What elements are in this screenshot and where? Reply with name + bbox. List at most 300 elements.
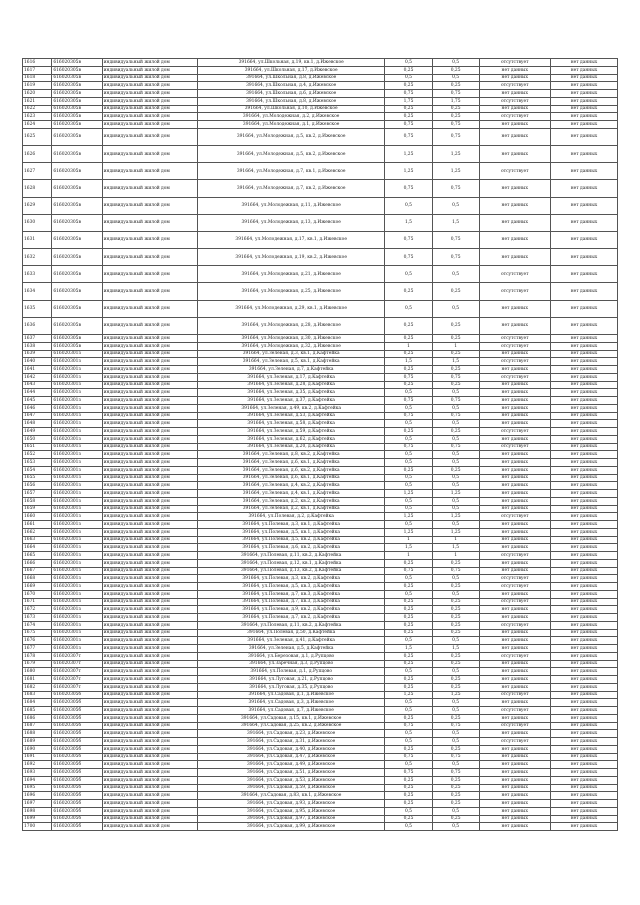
cell-row-number: 1633 bbox=[23, 266, 52, 283]
cell-area-living: 1,5 bbox=[432, 358, 479, 366]
cell-cadastral-code: 616020301з bbox=[52, 521, 102, 529]
cell-gas-supply: отсутствует bbox=[479, 358, 550, 366]
cell-row-number: 1667 bbox=[23, 567, 52, 575]
cell-gas-supply: нет данных bbox=[479, 730, 550, 738]
cell-cadastral-code: 616020305в bbox=[52, 97, 102, 105]
cell-area-total: 0,75 bbox=[385, 567, 432, 575]
cell-row-number: 1662 bbox=[23, 528, 52, 536]
cell-address: 391664, ул.Садовая, д.47, д.Ижевское bbox=[197, 753, 385, 761]
cell-gas-supply: нет данных bbox=[479, 606, 550, 614]
cell-row-number: 1649 bbox=[23, 428, 52, 436]
cell-cadastral-code: 616020305в bbox=[52, 214, 102, 231]
cell-building-type: индивидуальный жилой дом bbox=[102, 621, 197, 629]
cell-ownership-info: нет данных bbox=[550, 342, 617, 350]
cell-address: 391664, ул.Школьная, д.17, д.Ижевское bbox=[197, 66, 385, 74]
cell-building-type: индивидуальный жилой дом bbox=[102, 660, 197, 668]
cell-area-total: 0,5 bbox=[385, 435, 432, 443]
table-row bbox=[23, 358, 618, 366]
cell-ownership-info: нет данных bbox=[550, 266, 617, 283]
table-row bbox=[23, 598, 618, 606]
table-row bbox=[23, 637, 618, 645]
cell-row-number: 1643 bbox=[23, 381, 52, 389]
cell-row-number: 1684 bbox=[23, 699, 52, 707]
cell-cadastral-code: 616020301з bbox=[52, 559, 102, 567]
cell-ownership-info: нет данных bbox=[550, 428, 617, 436]
cell-area-living: 0,25 bbox=[432, 66, 479, 74]
cell-gas-supply: отсутствует bbox=[479, 583, 550, 591]
cell-gas-supply: нет данных bbox=[479, 128, 550, 145]
cell-ownership-info: нет данных bbox=[550, 82, 617, 90]
cell-row-number: 1622 bbox=[23, 105, 52, 113]
cell-area-living: 0,25 bbox=[432, 660, 479, 668]
cell-cadastral-code: 616020301з bbox=[52, 598, 102, 606]
table-row bbox=[23, 567, 618, 575]
cell-address: 391664, ул.Полевая, д.5, кв.2, д.Кафтейка bbox=[197, 536, 385, 544]
cell-ownership-info: нет данных bbox=[550, 404, 617, 412]
cell-row-number: 1629 bbox=[23, 197, 52, 214]
cell-cadastral-code: 616020301з bbox=[52, 606, 102, 614]
cell-row-number: 1642 bbox=[23, 373, 52, 381]
cell-area-total: 0,25 bbox=[385, 621, 432, 629]
cell-gas-supply: нет данных bbox=[479, 466, 550, 474]
cell-building-type: индивидуальный жилой дом bbox=[102, 317, 197, 334]
cell-building-type: индивидуальный жилой дом bbox=[102, 784, 197, 792]
cell-gas-supply: нет данных bbox=[479, 761, 550, 769]
cell-area-total: 0,5 bbox=[385, 807, 432, 815]
cell-ownership-info: нет данных bbox=[550, 420, 617, 428]
cell-gas-supply: отсутствует bbox=[479, 513, 550, 521]
cell-ownership-info: нет данных bbox=[550, 490, 617, 498]
cell-ownership-info: нет данных bbox=[550, 451, 617, 459]
cell-building-type: индивидуальный жилой дом bbox=[102, 505, 197, 513]
cell-address: 391664, ул.Полевая, д.11, кв.2, д.Кафтейка bbox=[197, 552, 385, 560]
cell-area-living: 0,75 bbox=[432, 722, 479, 730]
cell-area-living: 0,25 bbox=[432, 784, 479, 792]
cell-building-type: индивидуальный жилой дом bbox=[102, 637, 197, 645]
cell-ownership-info: нет данных bbox=[550, 300, 617, 317]
cell-area-total: 0,75 bbox=[385, 180, 432, 197]
cell-row-number: 1637 bbox=[23, 335, 52, 343]
cell-address: 391664, ул.Школьная, д.10, д.Ижевское bbox=[197, 105, 385, 113]
cell-building-type: индивидуальный жилой дом bbox=[102, 583, 197, 591]
table-row bbox=[23, 730, 618, 738]
cell-row-number: 1652 bbox=[23, 451, 52, 459]
cell-gas-supply: нет данных bbox=[479, 105, 550, 113]
table-row bbox=[23, 575, 618, 583]
cell-gas-supply: нет данных bbox=[479, 412, 550, 420]
cell-row-number: 1698 bbox=[23, 807, 52, 815]
cell-area-living: 1,25 bbox=[432, 490, 479, 498]
cell-area-total: 1,25 bbox=[385, 513, 432, 521]
cell-row-number: 1625 bbox=[23, 128, 52, 145]
cell-gas-supply: нет данных bbox=[479, 528, 550, 536]
cell-ownership-info: нет данных bbox=[550, 59, 617, 67]
cell-gas-supply: нет данных bbox=[479, 676, 550, 684]
cell-gas-supply: отсутствует bbox=[479, 707, 550, 715]
cell-ownership-info: нет данных bbox=[550, 567, 617, 575]
cell-row-number: 1672 bbox=[23, 606, 52, 614]
cell-area-living: 1,5 bbox=[432, 645, 479, 653]
cell-cadastral-code: 616020305б bbox=[52, 753, 102, 761]
cell-ownership-info: нет данных bbox=[550, 621, 617, 629]
cell-row-number: 1618 bbox=[23, 74, 52, 82]
cell-address: 391664, ул.Садовая, д.99, д.Ижевское bbox=[197, 823, 385, 831]
cell-cadastral-code: 616020305б bbox=[52, 745, 102, 753]
cell-area-total: 0,25 bbox=[385, 776, 432, 784]
table-row bbox=[23, 792, 618, 800]
cell-row-number: 1690 bbox=[23, 745, 52, 753]
cell-building-type: индивидуальный жилой дом bbox=[102, 90, 197, 98]
cell-gas-supply: нет данных bbox=[479, 792, 550, 800]
cell-building-type: индивидуальный жилой дом bbox=[102, 366, 197, 374]
cell-area-total: 0,25 bbox=[385, 815, 432, 823]
cell-row-number: 1616 bbox=[23, 59, 52, 67]
cell-row-number: 1656 bbox=[23, 482, 52, 490]
cell-cadastral-code: 616020301з bbox=[52, 397, 102, 405]
cell-building-type: индивидуальный жилой дом bbox=[102, 590, 197, 598]
cell-area-total: 0,25 bbox=[385, 629, 432, 637]
table-row bbox=[23, 145, 618, 162]
cell-building-type: индивидуальный жилой дом bbox=[102, 466, 197, 474]
table-row bbox=[23, 366, 618, 374]
cell-ownership-info: нет данных bbox=[550, 435, 617, 443]
cell-area-total: 0,25 bbox=[385, 366, 432, 374]
cell-area-living: 0,5 bbox=[432, 521, 479, 529]
cell-ownership-info: нет данных bbox=[550, 283, 617, 300]
cell-row-number: 1645 bbox=[23, 397, 52, 405]
cell-area-living: 1 bbox=[432, 552, 479, 560]
cell-building-type: индивидуальный жилой дом bbox=[102, 652, 197, 660]
cell-gas-supply: отсутствует bbox=[479, 342, 550, 350]
cell-building-type: индивидуальный жилой дом bbox=[102, 815, 197, 823]
cell-building-type: индивидуальный жилой дом bbox=[102, 82, 197, 90]
cell-row-number: 1621 bbox=[23, 97, 52, 105]
cell-area-living: 0,5 bbox=[432, 738, 479, 746]
cell-area-living: 0,25 bbox=[432, 676, 479, 684]
cell-area-living: 0,25 bbox=[432, 621, 479, 629]
cell-row-number: 1658 bbox=[23, 497, 52, 505]
cell-cadastral-code: 616020301з bbox=[52, 637, 102, 645]
cell-gas-supply: отсутствует bbox=[479, 652, 550, 660]
cell-area-total: 0,5 bbox=[385, 482, 432, 490]
cell-area-living: 1 bbox=[432, 536, 479, 544]
cell-gas-supply: отсутствует bbox=[479, 82, 550, 90]
cell-ownership-info: нет данных bbox=[550, 683, 617, 691]
cell-row-number: 1644 bbox=[23, 389, 52, 397]
cell-address: 391664, ул.Полевая, д.7, кв.3, д.Кафтейка bbox=[197, 598, 385, 606]
cell-cadastral-code: 616020305б bbox=[52, 730, 102, 738]
cell-building-type: индивидуальный жилой дом bbox=[102, 714, 197, 722]
cell-building-type: индивидуальный жилой дом bbox=[102, 807, 197, 815]
cell-row-number: 1635 bbox=[23, 300, 52, 317]
cell-gas-supply: нет данных bbox=[479, 497, 550, 505]
cell-building-type: индивидуальный жилой дом bbox=[102, 74, 197, 82]
cell-cadastral-code: 616020301з bbox=[52, 389, 102, 397]
cell-address: 391664, ул.Молодежная, д.32, д.Ижевское bbox=[197, 342, 385, 350]
cell-address: 391664, ул.Молодежная, д.21, д.Ижевское bbox=[197, 266, 385, 283]
table-row bbox=[23, 707, 618, 715]
cell-address: 391664, ул.Полевая, д.6, кв.2, д.Кафтейка bbox=[197, 544, 385, 552]
cell-cadastral-code: 616020305в bbox=[52, 105, 102, 113]
cell-gas-supply: отсутствует bbox=[479, 443, 550, 451]
cell-area-total: 1,25 bbox=[385, 490, 432, 498]
cell-area-total: 0,25 bbox=[385, 583, 432, 591]
cell-cadastral-code: 616020301з bbox=[52, 435, 102, 443]
cell-ownership-info: нет данных bbox=[550, 606, 617, 614]
cell-row-number: 1669 bbox=[23, 583, 52, 591]
cell-cadastral-code: 616020305в bbox=[52, 335, 102, 343]
cell-area-living: 0,25 bbox=[432, 466, 479, 474]
cell-area-total: 0,5 bbox=[385, 637, 432, 645]
cell-building-type: индивидуальный жилой дом bbox=[102, 528, 197, 536]
table-row bbox=[23, 699, 618, 707]
cell-area-living: 0,5 bbox=[432, 497, 479, 505]
table-row bbox=[23, 466, 618, 474]
cell-building-type: индивидуальный жилой дом bbox=[102, 283, 197, 300]
cell-building-type: индивидуальный жилой дом bbox=[102, 482, 197, 490]
cell-area-living: 0,25 bbox=[432, 335, 479, 343]
cell-gas-supply: отсутствует bbox=[479, 97, 550, 105]
cell-cadastral-code: 616020305б bbox=[52, 714, 102, 722]
cell-area-living: 0,25 bbox=[432, 283, 479, 300]
cell-gas-supply: нет данных bbox=[479, 629, 550, 637]
table-row bbox=[23, 784, 618, 792]
cell-row-number: 1651 bbox=[23, 443, 52, 451]
cell-cadastral-code: 616020301з bbox=[52, 544, 102, 552]
cell-row-number: 1699 bbox=[23, 815, 52, 823]
cell-address: 391664, ул.Садовая, д.3, д.Ижевское bbox=[197, 699, 385, 707]
cell-ownership-info: нет данных bbox=[550, 381, 617, 389]
cell-ownership-info: нет данных bbox=[550, 412, 617, 420]
cell-gas-supply: нет данных bbox=[479, 544, 550, 552]
cell-area-living: 0,25 bbox=[432, 714, 479, 722]
cell-area-total: 0,5 bbox=[385, 497, 432, 505]
cell-area-living: 0,5 bbox=[432, 823, 479, 831]
cell-address: 391664, ул.Зеленая, д.4, кв.1, д.Кафтейка bbox=[197, 490, 385, 498]
cell-gas-supply: отсутствует bbox=[479, 113, 550, 121]
cell-ownership-info: нет данных bbox=[550, 761, 617, 769]
cell-area-total: 0,25 bbox=[385, 82, 432, 90]
cell-row-number: 1686 bbox=[23, 714, 52, 722]
cell-row-number: 1626 bbox=[23, 145, 52, 162]
cell-row-number: 1620 bbox=[23, 90, 52, 98]
cell-ownership-info: нет данных bbox=[550, 559, 617, 567]
cell-address: 391664, ул.Молодежная, д.19, кв.2, д.Ижевское bbox=[197, 249, 385, 266]
cell-row-number: 1632 bbox=[23, 249, 52, 266]
cell-building-type: индивидуальный жилой дом bbox=[102, 451, 197, 459]
cell-gas-supply: нет данных bbox=[479, 815, 550, 823]
cell-area-total: 0,5 bbox=[385, 823, 432, 831]
cell-area-living: 0,75 bbox=[432, 90, 479, 98]
table-row bbox=[23, 335, 618, 343]
cell-area-total: 0,25 bbox=[385, 66, 432, 74]
table-row bbox=[23, 404, 618, 412]
cell-cadastral-code: 616020305в bbox=[52, 59, 102, 67]
cell-cadastral-code: 616020301з bbox=[52, 451, 102, 459]
cell-address: 391664, ул.Полевая, д.3, кв.2, д.Кафтейка bbox=[197, 575, 385, 583]
cell-gas-supply: нет данных bbox=[479, 300, 550, 317]
cell-gas-supply: нет данных bbox=[479, 660, 550, 668]
cell-ownership-info: нет данных bbox=[550, 707, 617, 715]
cell-cadastral-code: 616020305в bbox=[52, 113, 102, 121]
cell-ownership-info: нет данных bbox=[550, 552, 617, 560]
cell-ownership-info: нет данных bbox=[550, 660, 617, 668]
cell-building-type: индивидуальный жилой дом bbox=[102, 300, 197, 317]
cell-ownership-info: нет данных bbox=[550, 722, 617, 730]
cell-area-living: 0,25 bbox=[432, 815, 479, 823]
cell-area-living: 1,25 bbox=[432, 163, 479, 180]
cell-address: 391664, ул.Молодежная, д.17, кв.1, д.Ижевское bbox=[197, 231, 385, 248]
table-row bbox=[23, 800, 618, 808]
cell-address: 391664, ул.Молодежная, д.28, д.Ижевское bbox=[197, 317, 385, 334]
cell-ownership-info: нет данных bbox=[550, 769, 617, 777]
cell-row-number: 1688 bbox=[23, 730, 52, 738]
cell-cadastral-code: 616020301з bbox=[52, 621, 102, 629]
cell-area-living: 0,25 bbox=[432, 428, 479, 436]
cell-ownership-info: нет данных bbox=[550, 105, 617, 113]
table-row bbox=[23, 342, 618, 350]
cell-cadastral-code: 616020305б bbox=[52, 815, 102, 823]
cell-building-type: индивидуальный жилой дом bbox=[102, 428, 197, 436]
cell-gas-supply: нет данных bbox=[479, 567, 550, 575]
cell-gas-supply: отсутствует bbox=[479, 691, 550, 699]
cell-cadastral-code: 616020301з bbox=[52, 513, 102, 521]
cell-row-number: 1679 bbox=[23, 660, 52, 668]
cell-building-type: индивидуальный жилой дом bbox=[102, 606, 197, 614]
cell-cadastral-code: 616020305б bbox=[52, 784, 102, 792]
cell-area-total: 1,25 bbox=[385, 528, 432, 536]
table-row bbox=[23, 528, 618, 536]
table-row bbox=[23, 74, 618, 82]
cell-address: 391664, ул.Полевая, д.3, кв.1, д.Кафтейка bbox=[197, 521, 385, 529]
cell-address: 391664, ул.Садовая, д.23, д.Ижевское bbox=[197, 730, 385, 738]
cell-gas-supply: нет данных bbox=[479, 231, 550, 248]
cell-gas-supply: нет данных bbox=[479, 559, 550, 567]
cell-area-living: 0,5 bbox=[432, 266, 479, 283]
cell-area-total: 0,25 bbox=[385, 714, 432, 722]
cell-area-total: 0,75 bbox=[385, 249, 432, 266]
table-row bbox=[23, 214, 618, 231]
cell-area-total: 0,25 bbox=[385, 113, 432, 121]
cell-cadastral-code: 616020305б bbox=[52, 761, 102, 769]
cell-area-living: 0,75 bbox=[432, 412, 479, 420]
cell-building-type: индивидуальный жилой дом bbox=[102, 730, 197, 738]
cell-row-number: 1678 bbox=[23, 652, 52, 660]
cell-area-total: 0,75 bbox=[385, 128, 432, 145]
cell-ownership-info: нет данных bbox=[550, 521, 617, 529]
cell-cadastral-code: 616020301з bbox=[52, 583, 102, 591]
cell-cadastral-code: 616020305в bbox=[52, 249, 102, 266]
cell-address: 391664, ул.Зеленая, д.7, д.Кафтейка bbox=[197, 366, 385, 374]
cell-area-total: 0,75 bbox=[385, 412, 432, 420]
cell-building-type: индивидуальный жилой дом bbox=[102, 358, 197, 366]
cell-area-total: 0,25 bbox=[385, 283, 432, 300]
cell-address: 391664, ул.Садовая, д.7, д.Ижевское bbox=[197, 707, 385, 715]
cell-area-living: 0,75 bbox=[432, 249, 479, 266]
table-row bbox=[23, 90, 618, 98]
cell-area-living: 0,5 bbox=[432, 807, 479, 815]
cell-address: 391664, ул.Полевая, д.12, кв.1, д.Кафтейка bbox=[197, 559, 385, 567]
cell-row-number: 1647 bbox=[23, 412, 52, 420]
cell-gas-supply: нет данных bbox=[479, 474, 550, 482]
table-row bbox=[23, 350, 618, 358]
cell-area-living: 0,5 bbox=[432, 389, 479, 397]
table-row bbox=[23, 231, 618, 248]
cell-gas-supply: нет данных bbox=[479, 590, 550, 598]
cell-ownership-info: нет данных bbox=[550, 128, 617, 145]
cell-area-living: 1,75 bbox=[432, 97, 479, 105]
cell-ownership-info: нет данных bbox=[550, 214, 617, 231]
cell-cadastral-code: 616020301з bbox=[52, 366, 102, 374]
table-row bbox=[23, 513, 618, 521]
cell-building-type: индивидуальный жилой дом bbox=[102, 113, 197, 121]
cell-area-living: 0,75 bbox=[432, 769, 479, 777]
cell-building-type: индивидуальный жилой дом bbox=[102, 420, 197, 428]
cell-building-type: индивидуальный жилой дом bbox=[102, 389, 197, 397]
cell-gas-supply: отсутствует bbox=[479, 598, 550, 606]
cell-address: 391664, ул.Полевая, д.2, д.Кафтейка bbox=[197, 513, 385, 521]
cell-ownership-info: нет данных bbox=[550, 528, 617, 536]
cell-area-total: 0,25 bbox=[385, 800, 432, 808]
cell-ownership-info: нет данных bbox=[550, 583, 617, 591]
cell-cadastral-code: 616020301з bbox=[52, 404, 102, 412]
cell-gas-supply: нет данных bbox=[479, 745, 550, 753]
cell-area-living: 1,25 bbox=[432, 513, 479, 521]
cell-gas-supply: нет данных bbox=[479, 66, 550, 74]
cell-gas-supply: отсутствует bbox=[479, 59, 550, 67]
cell-row-number: 1682 bbox=[23, 683, 52, 691]
cell-building-type: индивидуальный жилой дом bbox=[102, 676, 197, 684]
table-row bbox=[23, 412, 618, 420]
cell-ownership-info: нет данных bbox=[550, 373, 617, 381]
table-row bbox=[23, 283, 618, 300]
table-row bbox=[23, 668, 618, 676]
table-row bbox=[23, 606, 618, 614]
cell-gas-supply: нет данных bbox=[479, 397, 550, 405]
cell-gas-supply: нет данных bbox=[479, 490, 550, 498]
cell-building-type: индивидуальный жилой дом bbox=[102, 691, 197, 699]
cell-area-total: 1 bbox=[385, 536, 432, 544]
cell-row-number: 1696 bbox=[23, 792, 52, 800]
cell-area-living: 0,25 bbox=[432, 113, 479, 121]
cell-ownership-info: нет данных bbox=[550, 645, 617, 653]
cell-building-type: индивидуальный жилой дом bbox=[102, 197, 197, 214]
table-row bbox=[23, 266, 618, 283]
table-row bbox=[23, 583, 618, 591]
cell-cadastral-code: 616020305в bbox=[52, 66, 102, 74]
cell-cadastral-code: 616020301з bbox=[52, 350, 102, 358]
cell-area-living: 0,25 bbox=[432, 105, 479, 113]
table-row bbox=[23, 420, 618, 428]
table-row bbox=[23, 714, 618, 722]
cell-row-number: 1691 bbox=[23, 753, 52, 761]
cell-building-type: индивидуальный жилой дом bbox=[102, 567, 197, 575]
cell-building-type: индивидуальный жилой дом bbox=[102, 722, 197, 730]
cell-row-number: 1650 bbox=[23, 435, 52, 443]
cell-ownership-info: нет данных bbox=[550, 753, 617, 761]
cell-ownership-info: нет данных bbox=[550, 335, 617, 343]
cell-building-type: индивидуальный жилой дом bbox=[102, 249, 197, 266]
cell-row-number: 1646 bbox=[23, 404, 52, 412]
cell-row-number: 1665 bbox=[23, 552, 52, 560]
cell-area-living: 1,5 bbox=[432, 214, 479, 231]
cell-row-number: 1657 bbox=[23, 490, 52, 498]
cell-row-number: 1674 bbox=[23, 621, 52, 629]
cell-row-number: 1677 bbox=[23, 645, 52, 653]
cell-ownership-info: нет данных bbox=[550, 614, 617, 622]
cell-building-type: индивидуальный жилой дом bbox=[102, 490, 197, 498]
cell-gas-supply: нет данных bbox=[479, 381, 550, 389]
